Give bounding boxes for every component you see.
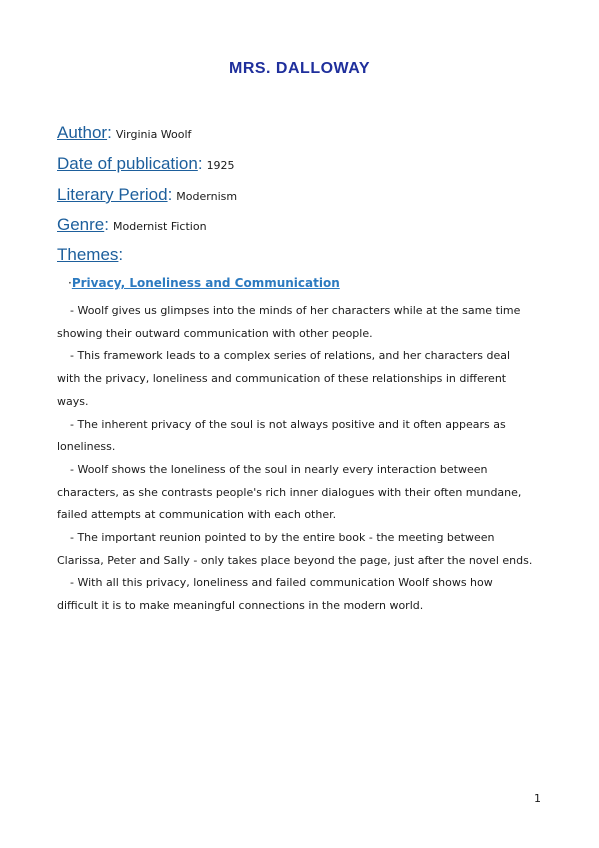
themes-colon: :: [118, 245, 124, 264]
paragraph: - Woolf shows the loneliness of the soul in nearly every interaction between characters, as she contrasts people's rich inner dialogues with their often mundane, failed attempts at communication with each other.: [57, 462, 522, 522]
paragraph: - This framework leads to a complex series of relations, and her characters deal with the privacy, loneliness and communication of these relationships in different ways.: [57, 349, 511, 408]
themes-field: [57, 245, 127, 265]
literary-period-colon: :: [167, 185, 173, 204]
literary-period-value: Modernism: [176, 190, 238, 203]
paragraph: - Woolf gives us glimpses into the minds of her characters while at the same time showing their outward communication with other people.: [57, 304, 521, 340]
theme-heading-link[interactable]: Privacy, Loneliness and Communication: [71, 276, 340, 290]
author-value: Virginia Woolf: [115, 128, 192, 141]
page-number: 1: [534, 792, 541, 805]
genre-value: Modernist Fiction: [112, 220, 207, 233]
genre-label: Genre: [57, 215, 105, 234]
theme-heading: [68, 276, 340, 290]
publication-date-field: [57, 154, 235, 174]
author-label: Author: [57, 123, 108, 142]
author-colon: :: [107, 123, 112, 142]
author-field: [57, 123, 191, 143]
literary-period-label: Literary Period: [57, 185, 168, 204]
theme-body: [57, 300, 535, 618]
publication-date-label: Date of publication: [57, 154, 198, 173]
publication-date-value: 1925: [206, 159, 235, 172]
genre-colon: :: [104, 215, 109, 234]
paragraph: - The important reunion pointed to by the entire book - the meeting between Clarissa, Peter and Sally - only takes place beyond the page, just after the novel ends.: [57, 531, 533, 567]
literary-period-field: [57, 185, 237, 205]
publication-date-colon: :: [197, 154, 203, 173]
themes-label: Themes: [57, 245, 119, 264]
document-title: MRS. DALLOWAY: [228, 60, 371, 77]
paragraph: - The inherent privacy of the soul is not always positive and it often appears as loneliness.: [57, 417, 506, 454]
genre-field: [57, 215, 207, 235]
paragraph: - With all this privacy, loneliness and failed communication Woolf shows how difficult it is to make meaningful connections in the modern world.: [57, 576, 493, 613]
theme-bullet: ·: [68, 276, 72, 290]
